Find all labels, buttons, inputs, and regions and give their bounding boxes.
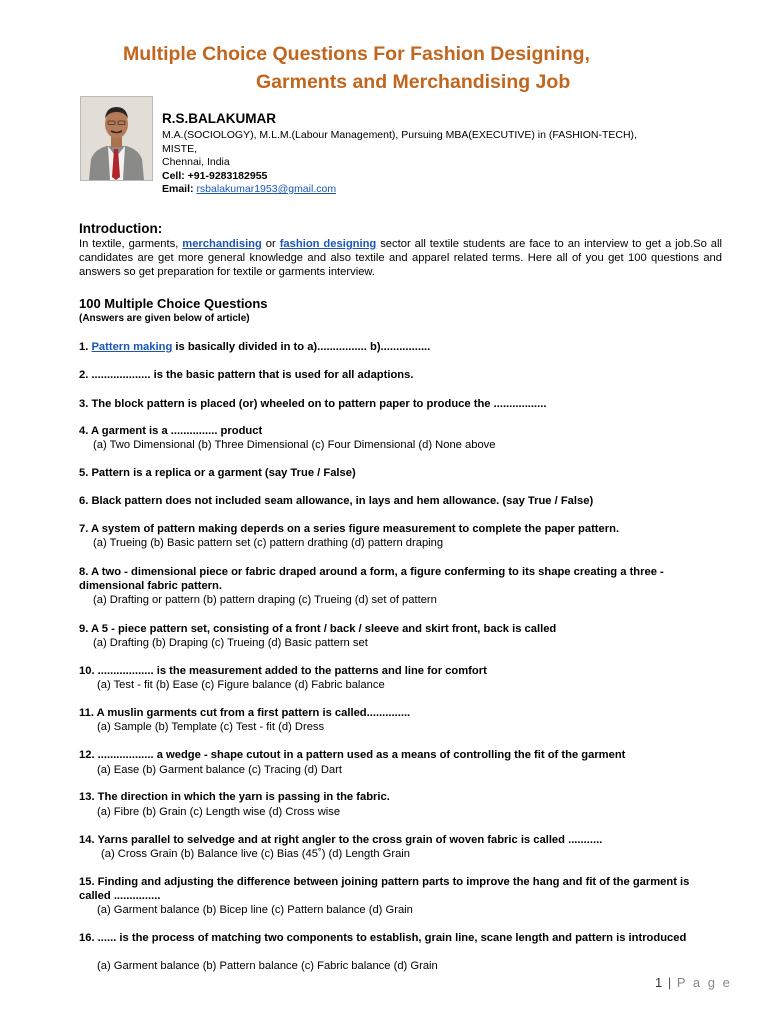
pattern-making-link[interactable]: Pattern making <box>91 341 173 353</box>
title-line-2: Garments and Merchandising Job <box>256 71 571 93</box>
question-item: 13. The direction in which the yarn is passing in the fabric. <box>79 791 390 803</box>
page-footer <box>655 975 732 990</box>
question-item <box>79 340 722 354</box>
question-item: 16. ...... is the process of matching two components to establish, grain line, scane length and pattern is introduced <box>79 932 687 944</box>
question-item: 8. A two - dimensional piece or fabric draped around a form, a figure conferming to its shape creating a three - dimensional fabric pattern. <box>79 566 664 592</box>
question-options: (a) Sample (b) Template (c) Test - fit (d) Dress <box>97 721 325 733</box>
author-qualifications: M.A.(SOCIOLOGY), M.L.M.(Labour Management), Pursuing MBA(EXECUTIVE) in (FASHION-TECH), <box>162 129 637 141</box>
question-options: (a) Garment balance (b) Bicep line (c) Pattern balance (d) Grain <box>97 904 413 916</box>
page-number: 1 <box>655 975 664 990</box>
author-cell: Cell: +91-9283182955 <box>162 169 268 182</box>
question-options: (a) Two Dimensional (b) Three Dimensional (c) Four Dimensional (d) None above <box>93 439 496 451</box>
intro-heading: Introduction: <box>79 221 163 236</box>
question-item: 15. Finding and adjusting the difference between joining pattern parts to improve the hang and fit of the garment is called ............... <box>79 876 690 902</box>
author-name: R.S.BALAKUMAR <box>162 111 276 126</box>
question-options: (a) Garment balance (b) Pattern balance (c) Fabric balance (d) Grain <box>97 960 438 972</box>
question-item: 12. .................. a wedge - shape cutout in a pattern used as a means of controlling the fit of the garment <box>79 749 626 761</box>
fashion-designing-link[interactable]: fashion designing <box>279 238 377 250</box>
author-block <box>162 110 722 197</box>
intro-text-start: In textile, garments, <box>79 238 183 250</box>
question-item: 10. .................. is the measurement added to the patterns and line for comfort <box>79 665 487 677</box>
author-email-link[interactable]: rsbalakumar1953@gmail.com <box>196 183 337 195</box>
question-number: 1. <box>79 341 92 353</box>
intro-paragraph <box>79 237 722 279</box>
question-item: 2. ................... is the basic pattern that is used for all adaptions. <box>79 369 414 381</box>
section-subheading: (Answers are given below of article) <box>79 313 250 324</box>
author-email-line <box>162 183 722 197</box>
question-options: (a) Test - fit (b) Ease (c) Figure balance (d) Fabric balance <box>97 679 385 691</box>
question-options: (a) Ease (b) Garment balance (c) Tracing (d) Dart <box>97 764 342 776</box>
author-photo <box>80 96 153 181</box>
author-membership: MISTE, <box>162 142 198 155</box>
merchandising-link[interactable]: merchandising <box>182 238 262 250</box>
question-item: 9. A 5 - piece pattern set, consisting of a front / back / sleeve and skirt front, back is called <box>79 623 557 635</box>
title-line-1: Multiple Choice Questions For Fashion Designing, <box>123 43 590 65</box>
footer-separator: | <box>667 975 673 990</box>
email-label: Email: <box>162 183 194 195</box>
question-item: 4. A garment is a ............... product <box>79 425 263 437</box>
question-options: (a) Trueing (b) Basic pattern set (c) pattern drathing (d) pattern draping <box>93 537 444 549</box>
question-item: 11. A muslin garments cut from a first pattern is called.............. <box>79 707 411 719</box>
page-label: P a g e <box>676 975 732 990</box>
question-options: (a) Drafting or pattern (b) pattern draping (c) Trueing (d) set of pattern <box>93 594 437 606</box>
intro-text-mid: or <box>261 238 280 250</box>
question-item: 3. The block pattern is placed (or) wheeled on to pattern paper to produce the ................. <box>79 398 547 410</box>
question-text: is basically divided in to a)................ b)................ <box>172 341 431 353</box>
section-heading: 100 Multiple Choice Questions <box>79 296 268 311</box>
question-options: (a) Drafting (b) Draping (c) Trueing (d) Basic pattern set <box>93 637 368 649</box>
question-item: 6. Black pattern does not included seam allowance, in lays and hem allowance. (say True / False) <box>79 495 594 507</box>
question-item: 5. Pattern is a replica or a garment (say True / False) <box>79 467 356 479</box>
author-location: Chennai, India <box>162 156 230 168</box>
question-options: (a) Cross Grain (b) Balance live (c) Bias (45˚) (d) Length Grain <box>101 848 411 860</box>
question-item: 14. Yarns parallel to selvedge and at right angler to the cross grain of woven fabric is called ........... <box>79 834 603 846</box>
question-options: (a) Fibre (b) Grain (c) Length wise (d) Cross wise <box>97 806 341 818</box>
intro-text-end: sector all textile students are face to an interview to get a job.So all candidates are get more general knowledge and also textile and apparel related terms. Here all of you get 100 questions and answers so get preparation for textile or garments interview. <box>79 238 722 278</box>
question-item: 7. A system of pattern making deperds on a series figure measurement to complete the paper pattern. <box>79 523 620 535</box>
